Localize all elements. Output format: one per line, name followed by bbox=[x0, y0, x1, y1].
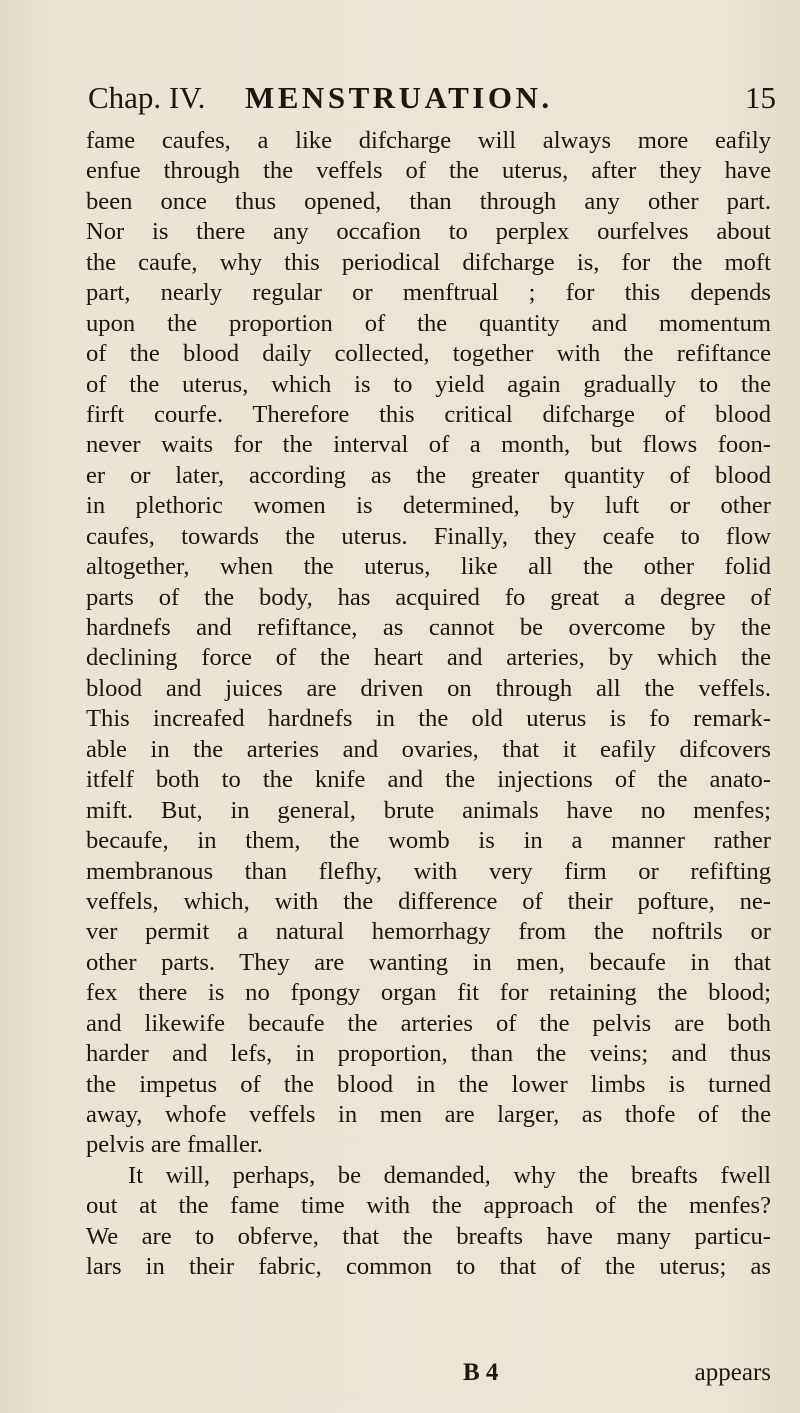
text-line: away, whofe veffels in men are larger, as thofe of the bbox=[86, 1101, 771, 1128]
text-line: ver permit a natural hemorrhagy from the noftrils or bbox=[86, 918, 771, 946]
text-line: This increafed hardnefs in the old uterus is fo remark- bbox=[86, 705, 771, 733]
text-line: altogether, when the uterus, like all the other folid bbox=[86, 553, 771, 581]
text-line: been once thus opened, than through any other part. bbox=[86, 187, 771, 215]
text-line: harder and lefs, in proportion, than the veins; and thus bbox=[86, 1040, 771, 1068]
text-line: itfelf both to the knife and the injections of the anato- bbox=[86, 766, 771, 794]
text-line: membranous than flefhy, with very firm or refifting bbox=[86, 857, 771, 885]
text-line: mift. But, in general, brute animals have no menfes; bbox=[86, 796, 771, 824]
body-text bbox=[86, 126, 771, 1283]
text-line: declining force of the heart and arteries, by which the bbox=[86, 644, 771, 672]
chapter-label: Chap. IV. bbox=[88, 80, 206, 115]
running-title: MENSTRUATION. bbox=[245, 80, 553, 115]
running-header bbox=[88, 76, 776, 120]
text-line: Nor is there any occafion to perplex ourfelves about bbox=[86, 218, 771, 246]
text-line: blood and juices are driven on through all the veffels. bbox=[86, 674, 771, 702]
text-line: hardnefs and refiftance, as cannot be overcome by the bbox=[86, 614, 771, 641]
text-line: enfue through the veffels of the uterus, after they have bbox=[86, 157, 771, 185]
text-line: in plethoric women is determined, by luft or other bbox=[86, 492, 771, 520]
text-line: out at the fame time with the approach of the menfes? bbox=[86, 1192, 771, 1220]
text-line: It will, perhaps, be demanded, why the breafts fwell bbox=[128, 1161, 771, 1189]
text-line: We are to obferve, that the breafts have many particu- bbox=[86, 1222, 771, 1250]
text-line: never waits for the interval of a month, but flows foon- bbox=[86, 431, 771, 459]
text-line: other parts. They are wanting in men, becaufe in that bbox=[86, 948, 771, 976]
page-number: 15 bbox=[745, 80, 776, 115]
text-line: part, nearly regular or menftrual ; for this depends bbox=[86, 279, 771, 307]
text-line: caufes, towards the uterus. Finally, they ceafe to flow bbox=[86, 522, 771, 550]
text-line: becaufe, in them, the womb is in a manner rather bbox=[86, 827, 771, 855]
text-line: and likewife becaufe the arteries of the pelvis are both bbox=[86, 1009, 771, 1037]
text-line: lars in their fabric, common to that of the uterus; as bbox=[86, 1253, 771, 1281]
text-line: the caufe, why this periodical difcharge is, for the moft bbox=[86, 248, 771, 276]
text-line: firft courfe. Therefore this critical difcharge of blood bbox=[86, 400, 771, 428]
signature-mark: B 4 bbox=[463, 1359, 499, 1386]
page-footer bbox=[86, 1357, 771, 1389]
text-line: of the blood daily collected, together with the refiftance bbox=[86, 340, 771, 368]
text-line: of the uterus, which is to yield again gradually to the bbox=[86, 370, 771, 398]
catchword: appears bbox=[694, 1359, 771, 1386]
text-line: able in the arteries and ovaries, that it eafily difcovers bbox=[86, 735, 771, 763]
text-line: fame caufes, a like difcharge will always more eafily bbox=[86, 127, 771, 154]
text-line: er or later, according as the greater quantity of blood bbox=[86, 461, 771, 489]
text-line: upon the proportion of the quantity and momentum bbox=[86, 309, 771, 337]
text-line: pelvis are fmaller. bbox=[86, 1131, 263, 1159]
text-line: the impetus of the blood in the lower limbs is turned bbox=[86, 1070, 771, 1098]
text-line: veffels, which, with the difference of their pofture, ne- bbox=[86, 887, 771, 915]
text-line: parts of the body, has acquired fo great a degree of bbox=[86, 583, 771, 611]
text-line: fex there is no fpongy organ fit for retaining the blood; bbox=[86, 979, 771, 1007]
